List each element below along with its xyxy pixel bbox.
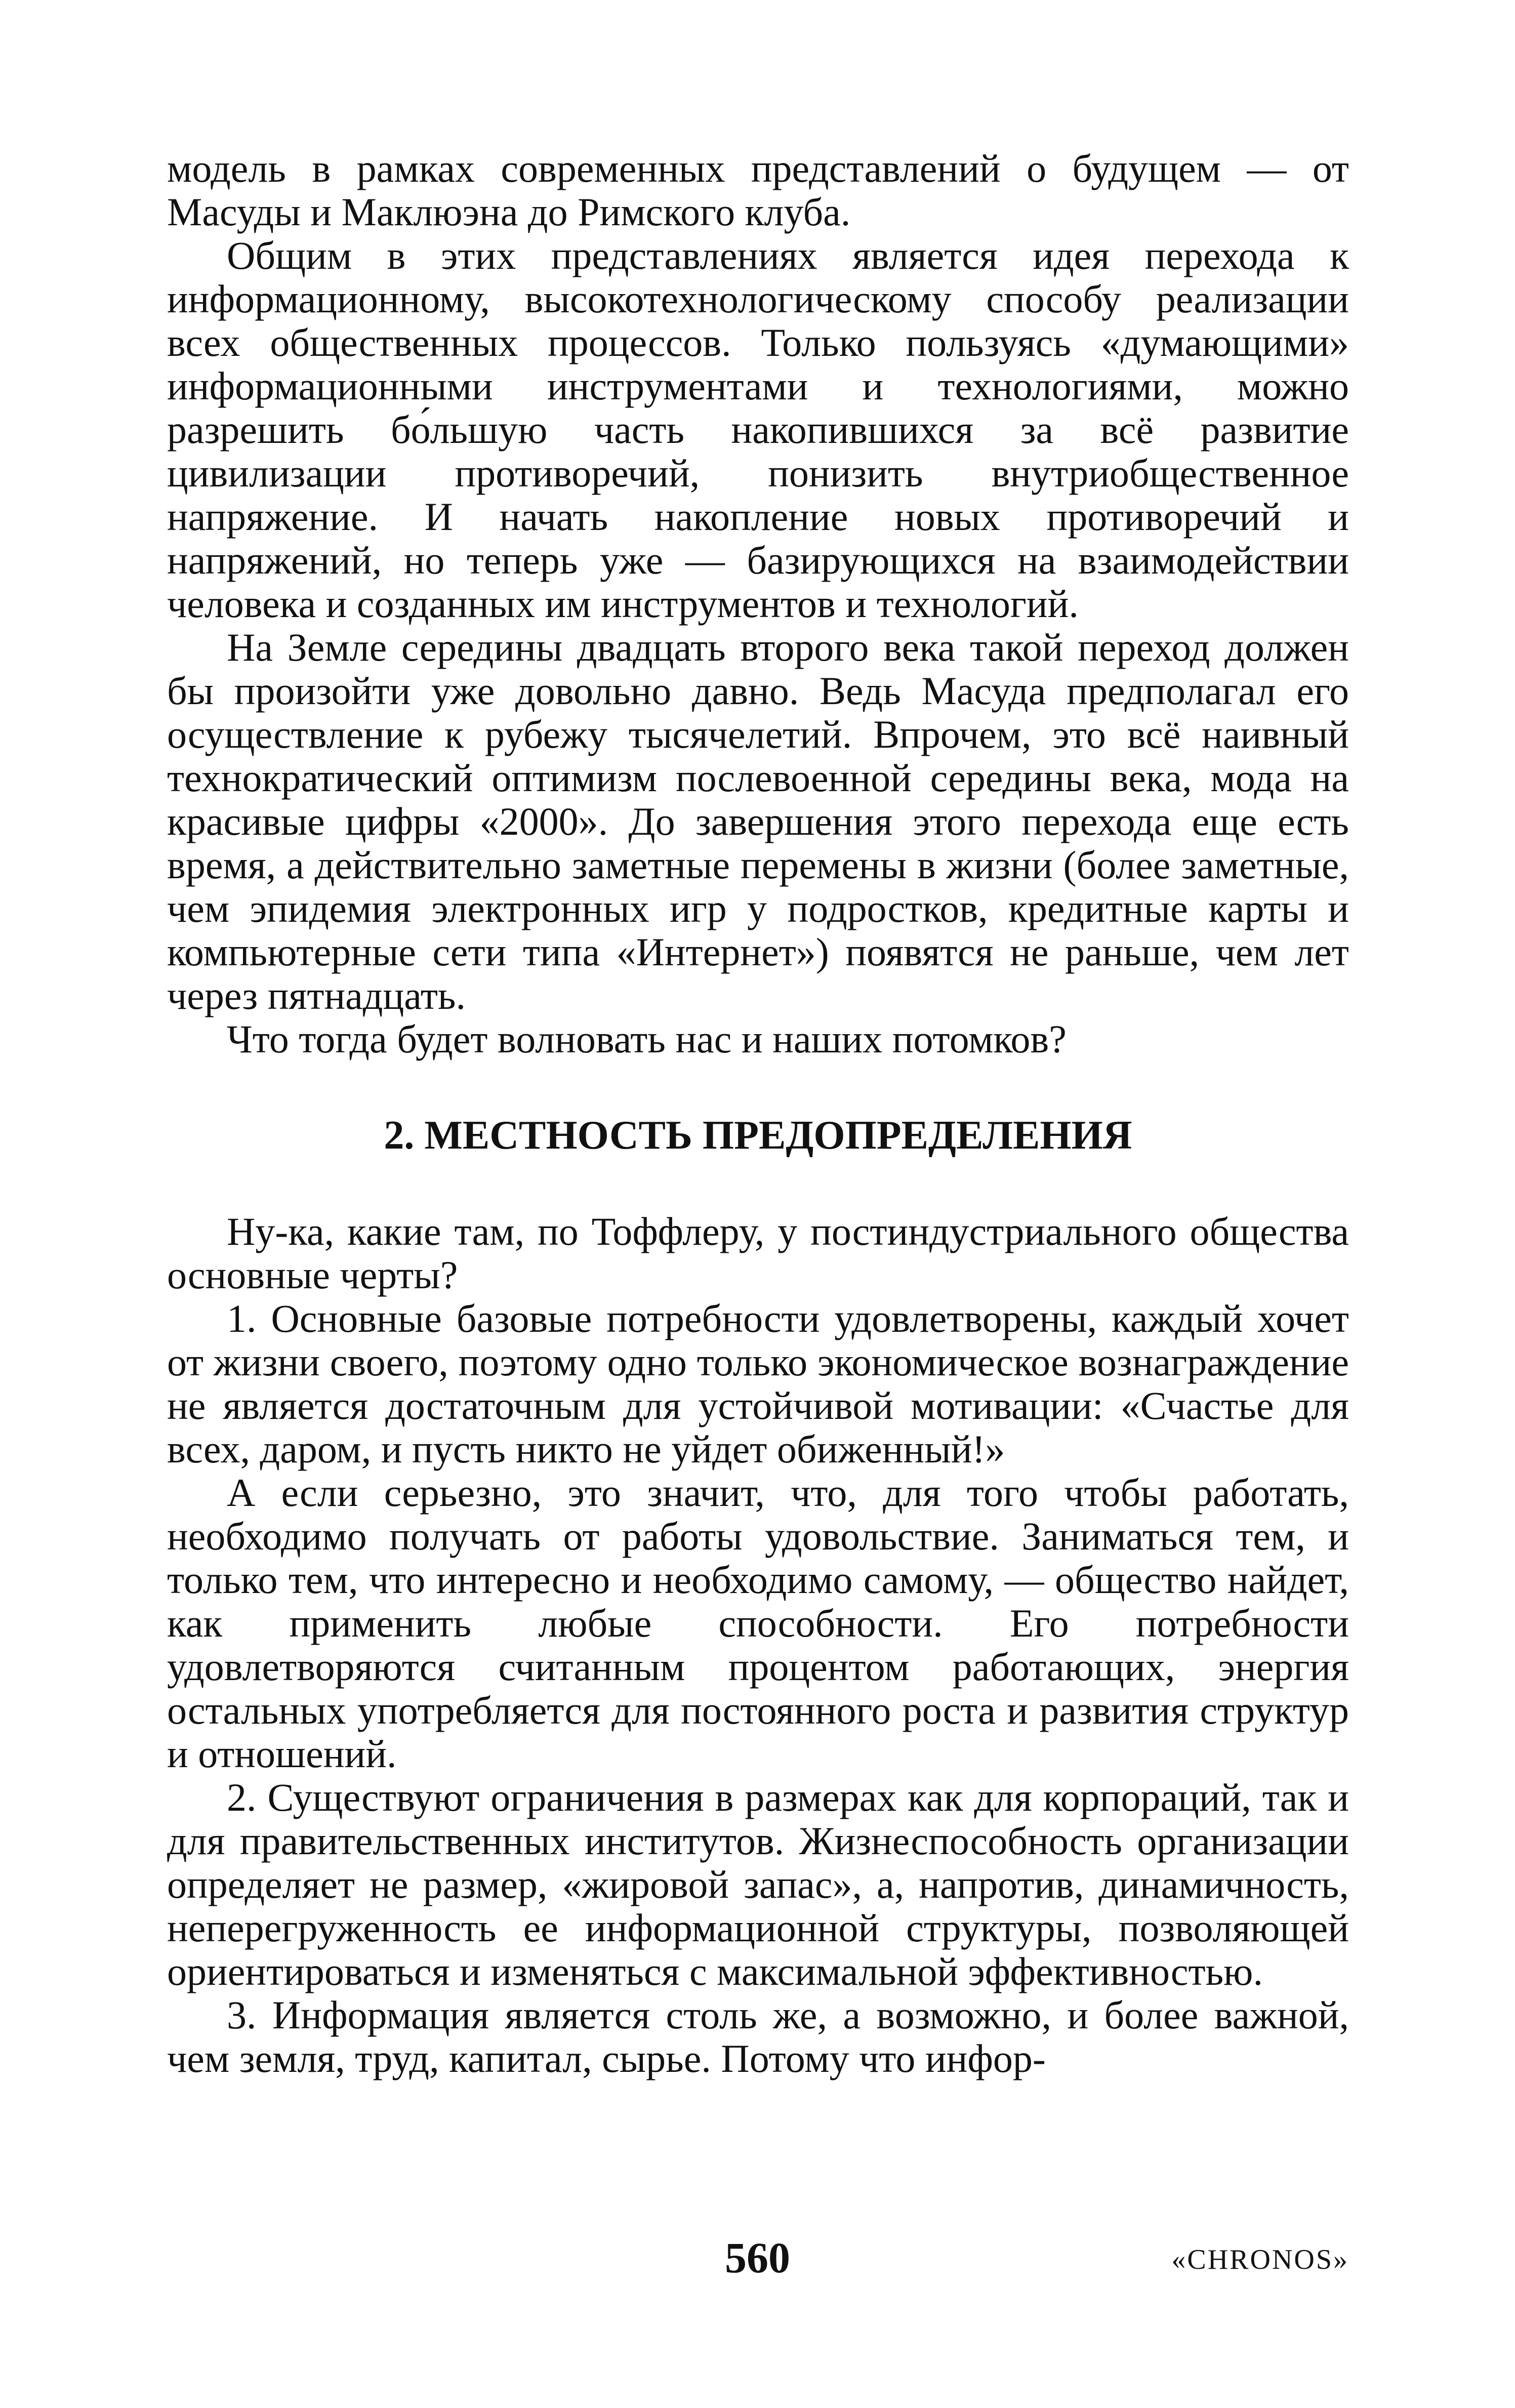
page-number: 560 xyxy=(725,2233,790,2282)
paragraph: 2. Существуют ограничения в размерах как для корпораций, так и для правительственных институтов. Жизнеспособность организации определяет не размер, «жировой запас», а, напротив, динамичность, неперегруженность ее информационной структуры, позволяющей ориентироваться и изменяться с максимальной эффективностью. xyxy=(167,1775,1349,1993)
page-body xyxy=(167,147,1349,2080)
paragraph: А если серьезно, это значит, что, для того чтобы работать, необходимо получать от работы удовольствие. Заниматься тем, и только тем, что интересно и необходимо самому, — общество найдет, как применить любые способности. Его потребности удовлетворяются считанным процентом работающих, энергия остальных употребляется для постоянного роста и развития структур и отношений. xyxy=(167,1471,1349,1776)
paragraph: Ну-ка, какие там, по Тоффлеру, у постиндустриального общества основные черты? xyxy=(167,1209,1349,1297)
section-heading: 2. МЕСТНОСТЬ ПРЕДОПРЕДЕЛЕНИЯ xyxy=(384,1113,1132,1158)
paragraph: 1. Основные базовые потребности удовлетворены, каждый хочет от жизни своего, поэтому одно только экономическое вознаграждение не является достаточным для устойчивой мотивации: «Счастье для всех, даром, и пусть никто не уйдет обиженный!» xyxy=(167,1296,1349,1471)
paragraph: Что тогда будет волновать нас и наших потомков? xyxy=(227,1017,1067,1061)
publisher-mark: «CHRONOS» xyxy=(1171,2244,1349,2275)
paragraph: На Земле середины двадцать второго века такой переход должен бы произойти уже довольно давно. Ведь Масуда предполагал его осуществление к рубежу тысячелетий. Впрочем, это всё наивный технократический оптимизм послевоенной середины века, мода на красивые цифры «2000». До завершения этого перехода еще есть время, а действительно заметные перемены в жизни (более заметные, чем эпидемия электронных игр у подростков, кредитные карты и компьютерные сети типа «Интернет») появятся не раньше, чем лет через пятнадцать. xyxy=(167,625,1349,1017)
paragraph-continuation: модель в рамках современных представлений о будущем — от Масуды и Маклюэна до Римского клуба. xyxy=(167,146,1349,234)
paragraph: 3. Информация является столь же, а возможно, и более важной, чем земля, труд, капитал, сырье. Потому что инфор- xyxy=(167,1993,1349,2080)
paragraph: Общим в этих представлениях является идея перехода к информационному, высокотехнологическому способу реализации всех общественных процессов. Только пользуясь «думающими» информационными инструментами и технологиями, можно разрешить бо́льшую часть накопившихся за всё развитие цивилизации противоречий, понизить внутриобщественное напряжение. И начать накопление новых противоречий и напряжений, но теперь уже — базирующихся на взаимодействии человека и созданных им инструментов и технологий. xyxy=(167,233,1349,626)
